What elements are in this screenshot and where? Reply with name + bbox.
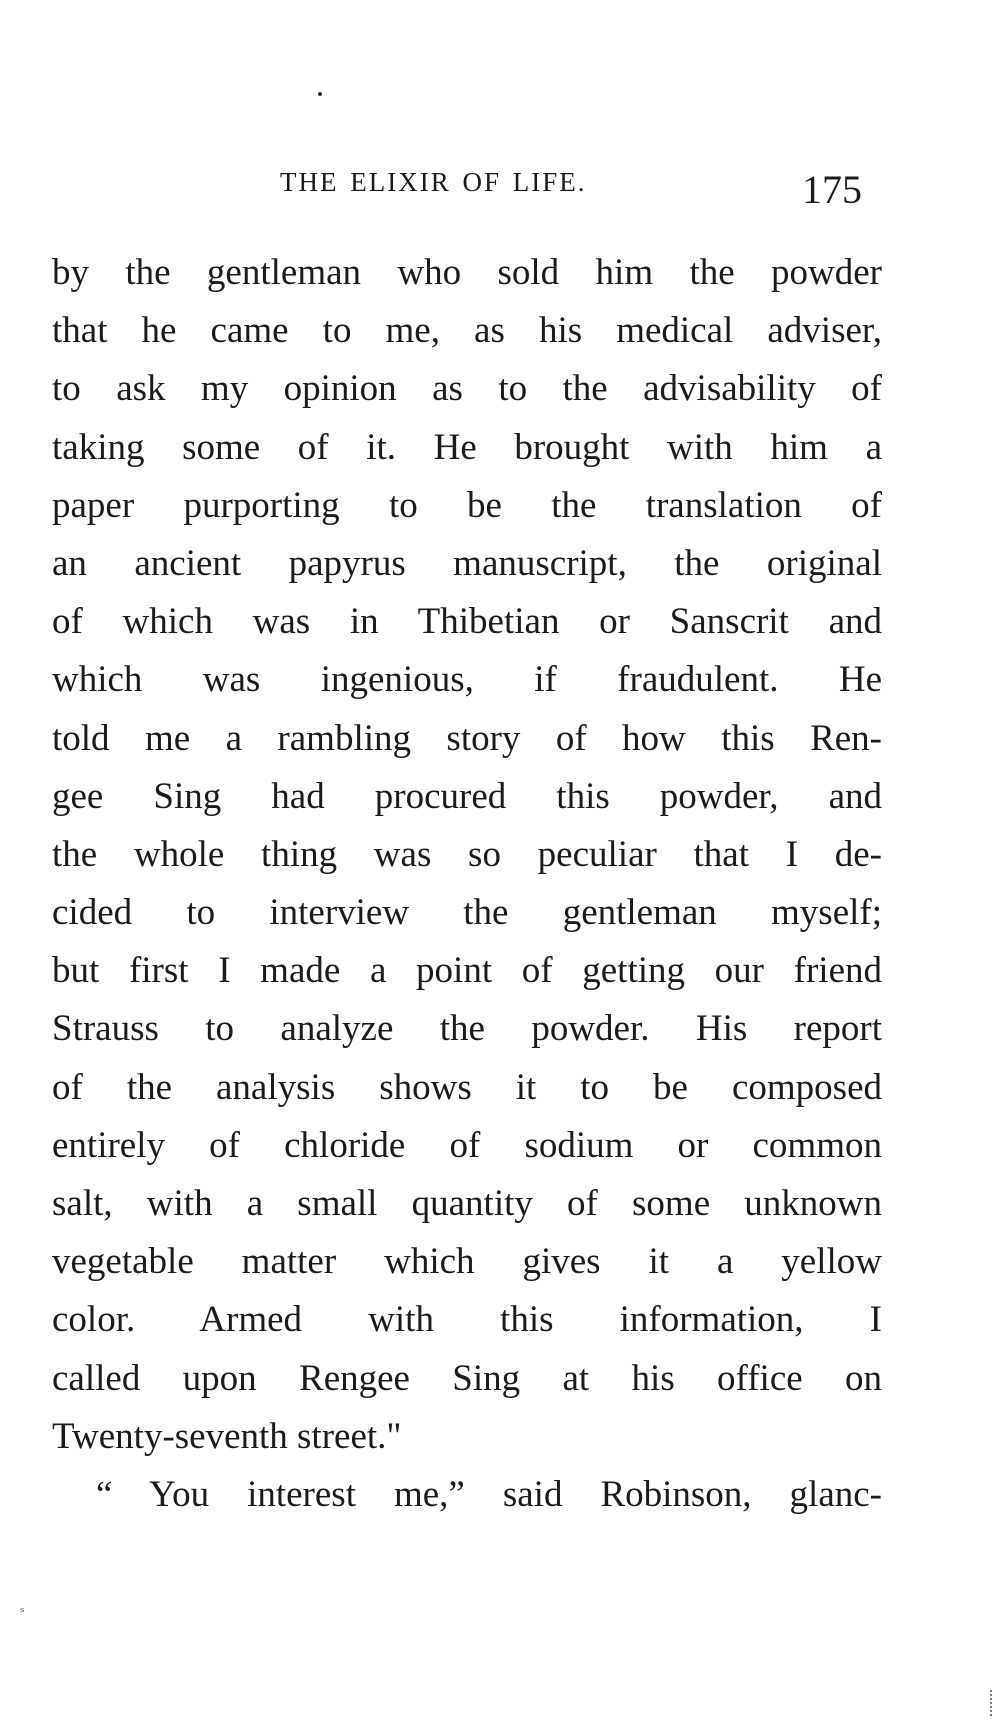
text-line: Strauss to analyze the powder. His report [52,1008,882,1050]
text-line: by the gentleman who sold him the powder [52,252,882,293]
text-line: color. Armed with this information, I [52,1299,882,1341]
page-edge-mark [990,1690,995,1716]
text-line: taking some of it. He brought with him a [52,426,882,468]
text-line: but first I made a point of getting our friend [52,950,882,992]
text-line: cided to interview the gentleman myself; [52,892,882,934]
paragraph-end-line: Twenty-seventh street." [52,1415,402,1457]
print-speck [318,92,322,96]
margin-speck: ₛ [20,1601,25,1616]
text-line: of which was in Thibetian or Sanscrit and [52,601,882,643]
text-line: which was ingenious, if fraudulent. He [52,659,882,701]
text-line: of the analysis shows it to be composed [52,1066,882,1108]
text-line: vegetable matter which gives it a yellow [52,1241,882,1283]
text-line: that he came to me, as his medical adviser, [52,310,882,352]
text-line: an ancient papyrus manuscript, the original [52,542,882,584]
text-line: gee Sing had procured this powder, and [52,775,882,817]
text-line: entirely of chloride of sodium or common [52,1124,882,1166]
text-line: called upon Rengee Sing at his office on [52,1357,882,1399]
text-line: salt, with a small quantity of some unknown [52,1183,882,1224]
text-line: the whole thing was so peculiar that I de- [52,833,882,875]
text-line: paper purporting to be the translation of [52,484,882,526]
running-head [0,162,1000,210]
text-line: “ You interest me,” said Robinson, glanc- [96,1473,882,1515]
text-line: told me a rambling story of how this Ren- [52,717,882,759]
body-text [52,244,882,1524]
text-line: to ask my opinion as to the advisability of [52,368,882,410]
page-number: 175 [802,167,862,212]
running-title: THE ELIXIR OF LIFE. [280,167,587,197]
